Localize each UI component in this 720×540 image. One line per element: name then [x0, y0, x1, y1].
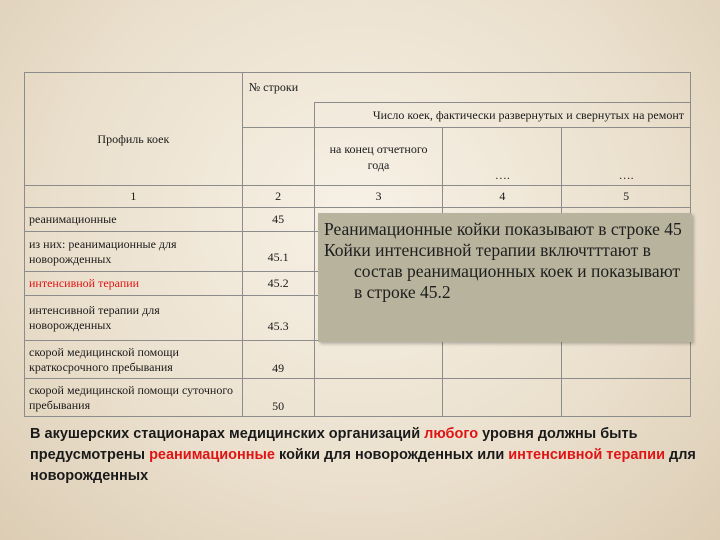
row-label: реанимационные	[25, 208, 243, 232]
footer-part-3: уровня должны быть предусмотрены	[30, 426, 638, 463]
col-number-5: 5	[562, 186, 691, 208]
annotation-callout	[318, 213, 692, 342]
note-line-2: Койки интенсивной терапии включтттают в состав реанимационных коек и показывают в строке 45.2	[324, 240, 681, 302]
header-row-number: № строки	[242, 73, 690, 103]
footer-text	[30, 424, 700, 487]
row-label: интенсивной терапии	[25, 272, 243, 296]
col-number-1: 1	[25, 186, 243, 208]
row-number: 45.2	[242, 272, 314, 296]
row-number: 49	[242, 341, 314, 379]
row-number: 45.1	[242, 232, 314, 272]
header-dots-1: ….	[443, 128, 562, 186]
row-label: интенсивной терапии для новорожденных	[25, 296, 243, 341]
footer-part-7: для новорожденных	[30, 447, 696, 484]
col-number-2: 2	[242, 186, 314, 208]
row-number: 45.3	[242, 296, 314, 341]
footer-highlight-intensive: интенсивной терапии	[508, 447, 665, 463]
footer-highlight-reanimation: реанимационные	[149, 447, 275, 463]
note-line-1: Реанимационные койки показывают в строке 45	[324, 219, 682, 239]
footer-part-1: В акушерских стационарах медицинских организаций	[30, 426, 425, 442]
header-bed-count: Число коек, фактически развернутых и свернутых на ремонт	[314, 103, 690, 128]
header-profile: Профиль коек	[25, 73, 243, 186]
table-row	[25, 379, 691, 417]
col-number-4: 4	[443, 186, 562, 208]
header-dots-2: ….	[562, 128, 691, 186]
footer-part-5: койки для новорожденных или	[274, 447, 509, 463]
table-row	[25, 341, 691, 379]
row-number: 50	[242, 379, 314, 417]
row-number: 45	[242, 208, 314, 232]
footer-highlight-any: любого	[424, 426, 479, 442]
col-number-3: 3	[314, 186, 443, 208]
row-label: из них: реанимационные для новорожденных	[25, 232, 243, 272]
header-end-of-year: на конец отчетного года	[314, 128, 443, 186]
row-label: скорой медицинской помощи суточного пребывания	[25, 379, 243, 417]
row-label: скорой медицинской помощи краткосрочного пребывания	[25, 341, 243, 379]
